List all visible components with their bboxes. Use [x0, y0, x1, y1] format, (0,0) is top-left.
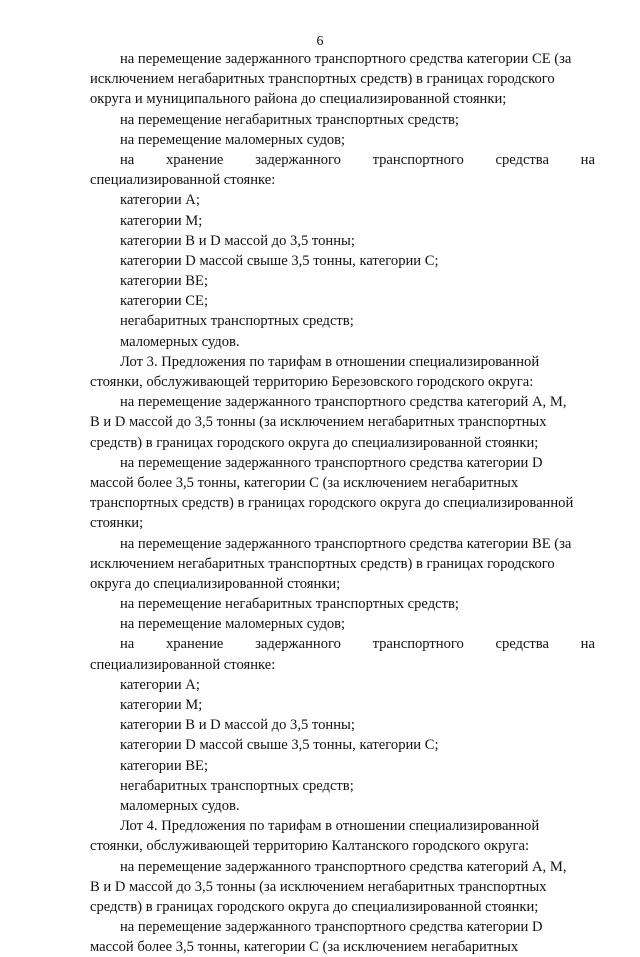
body-text — [90, 49, 595, 957]
text-line: категории CE; — [120, 293, 209, 310]
text-line: категории B и D массой до 3,5 тонны; — [120, 232, 355, 249]
text-line: маломерных судов. — [120, 333, 240, 350]
word: транспортного — [372, 151, 464, 168]
text-line: массой более 3,5 тонны, категории C (за исключением негабаритных — [90, 474, 519, 491]
text-line: стоянки; — [90, 515, 144, 532]
text-line: средств) в границах городского округа до специализированной стоянки; — [90, 898, 539, 915]
word: на — [580, 636, 595, 653]
word: средства — [495, 636, 549, 653]
text-line: B и D массой до 3,5 тонны (за исключением негабаритных транспортных — [90, 414, 547, 431]
text-line: категории D массой свыше 3,5 тонны, категории C; — [120, 252, 439, 269]
text-line: категории A; — [120, 192, 200, 209]
text-line: округа и муниципального района до специализированной стоянки; — [90, 91, 507, 108]
text-line: на перемещение задержанного транспортного средства категории CE (за — [120, 51, 572, 67]
text-line: категории BE; — [120, 273, 209, 290]
text-line: категории M; — [120, 212, 203, 229]
word: на — [120, 636, 135, 653]
text-line: стоянки, обслуживающей территорию Калтанского городского округа: — [90, 838, 530, 855]
text-line: Лот 3. Предложения по тарифам в отношении специализированной — [120, 353, 540, 370]
text-line: исключением негабаритных транспортных средств) в границах городского — [90, 555, 555, 572]
text-line: округа до специализированной стоянки; — [90, 575, 341, 592]
text-line — [90, 150, 595, 170]
text-line: на перемещение маломерных судов; — [120, 131, 346, 148]
text-line: на перемещение задержанного транспортного средства категорий A, M, — [120, 394, 567, 411]
text-line: на перемещение негабаритных транспортных средств; — [120, 596, 459, 613]
word: задержанного — [255, 151, 341, 168]
page-number: 6 — [316, 34, 324, 49]
word: хранение — [165, 151, 224, 168]
text-line: категории M; — [120, 697, 203, 713]
word: на — [120, 151, 135, 168]
text-line: маломерных судов. — [120, 797, 240, 814]
text-line: негабаритных транспортных средств; — [120, 313, 354, 330]
text-line: негабаритных транспортных средств; — [120, 777, 354, 794]
text-line: B и D массой до 3,5 тонны (за исключением негабаритных транспортных — [90, 878, 547, 895]
text-line: категории D массой свыше 3,5 тонны, категории C; — [120, 737, 439, 754]
text-line: стоянки, обслуживающей территорию Березовского городского округа: — [90, 374, 534, 390]
word: задержанного — [255, 636, 341, 653]
text-line: на перемещение задержанного транспортного средства категории D — [120, 919, 543, 936]
word: транспортного — [372, 636, 464, 653]
word: хранение — [165, 636, 224, 653]
text-line: категории BE; — [120, 757, 209, 774]
text-line: Лот 4. Предложения по тарифам в отношении специализированной — [120, 818, 540, 835]
text-line — [90, 634, 595, 654]
text-line: категории B и D массой до 3,5 тонны; — [120, 717, 355, 734]
text-line: на перемещение задержанного транспортного средства категории D — [120, 454, 543, 471]
word: на — [580, 151, 595, 168]
word: средства — [495, 151, 549, 168]
text-line: на перемещение негабаритных транспортных средств; — [120, 111, 459, 128]
text-line: на перемещение задержанного транспортного средства категории BE (за — [120, 535, 572, 552]
text-line: средств) в границах городского округа до специализированной стоянки; — [90, 434, 539, 451]
text-line: на перемещение задержанного транспортного средства категорий A, M, — [120, 858, 567, 875]
text-line: на перемещение маломерных судов; — [120, 616, 346, 633]
text-line: транспортных средств) в границах городского округа до специализированной — [90, 495, 574, 512]
text-line: специализированной стоянке: — [90, 172, 276, 189]
text-line: категории A; — [120, 676, 200, 693]
text-line: специализированной стоянке: — [90, 656, 276, 673]
text-line: исключением негабаритных транспортных средств) в границах городского — [90, 71, 555, 88]
text-line: массой более 3,5 тонны, категории C (за исключением негабаритных — [90, 939, 519, 956]
